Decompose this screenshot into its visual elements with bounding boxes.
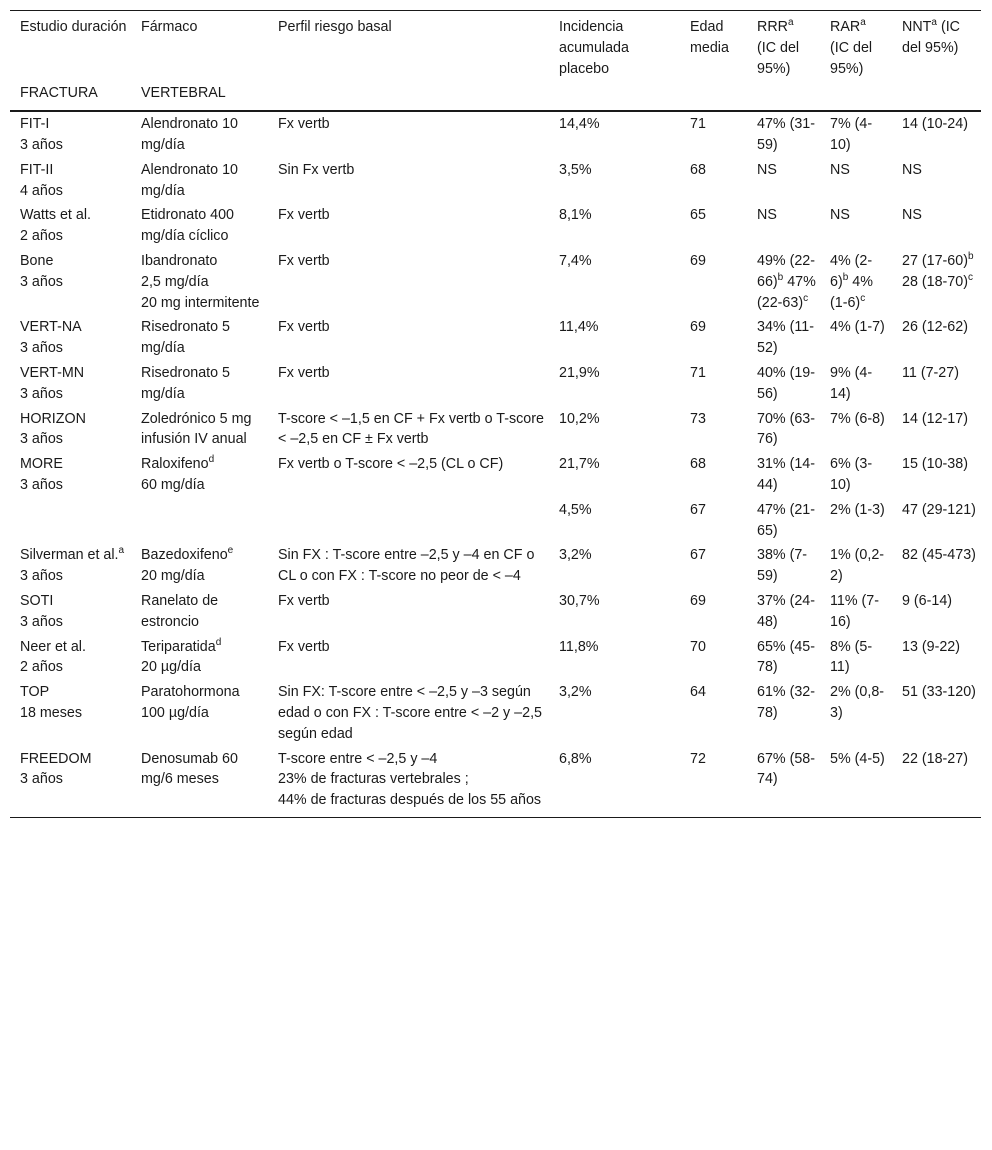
table-row: Bone 3 años Ibandronato 2,5 mg/día 20 mg intermitente Fx vertb 7,4% 69 49% $(22-66)^b$ 47% $(22-63)^c$ 4% $(2-6)^b$ 4% $(1-6)^c$ 27 $(17-60)^b$ 28 $(18-70)^c$ bbox=[20, 251, 974, 311]
table-row: 4,5% 67 47% (21-65) 2% (1-3) 47 (29-121) bbox=[559, 501, 976, 539]
header-perfil: Perfil riesgo basal bbox=[278, 19, 392, 35]
header-rrr: RRR$^a$ (IC del 95%) bbox=[757, 17, 800, 77]
header-edad: Edad media bbox=[690, 19, 729, 56]
table-row: MORE 3 años Raloxifeno$^d$ 60 mg/día Fx vertb o T-score < –2,5 (CL o CF) 21,7% 68 31% (14-44) 6% (3-10) 15 (10-38) bbox=[20, 454, 968, 493]
section-header-row bbox=[10, 79, 981, 111]
section-label-vertebral: VERTEBRAL bbox=[131, 79, 268, 111]
header-incidencia: Incidencia acumulada placebo bbox=[559, 19, 629, 77]
header-farmaco: Fármaco bbox=[141, 19, 198, 35]
header-rar: RAR$^a$ (IC del 95%) bbox=[830, 17, 873, 77]
table-row: FIT-I 3 años Alendronato 10 mg/día Fx vertb 14,4% 71 47% (31-59) 7% (4-10) 14 (10-24) bbox=[20, 116, 968, 153]
table-row: FIT-II 4 años Alendronato 10 mg/día Sin Fx vertb 3,5% 68 NS NS NS bbox=[20, 161, 922, 199]
table-row: VERT-MN 3 años Risedronato 5 mg/día Fx vertb 21,9% 71 40% (19-56) 9% (4-14) 11 (7-27) bbox=[20, 364, 959, 402]
section-label-fractura: FRACTURA bbox=[10, 79, 131, 111]
header-estudio: Estudio duración bbox=[20, 19, 127, 35]
table-row: VERT-NA 3 años Risedronato 5 mg/día Fx vertb 11,4% 69 34% (11-52) 4% (1-7) 26 (12-62) bbox=[20, 319, 968, 357]
table-row: FREEDOM 3 años Denosumab 60 mg/6 meses T-score entre < –2,5 y –4 23% de fracturas vertebrales ; 44% de fracturas después de los 55 años 6,8% 72 67% (58-74) 5% (4-5) 22 (18-27) bbox=[10, 747, 981, 818]
header-nnt: NNT$^a$ (IC del 95%) bbox=[902, 17, 960, 56]
table-row: Silverman et al.$^a$ 3 años Bazedoxifeno$^e$ 20 mg/día Sin FX : T-score entre –2,5 y –4 en CF o CL o con FX : T-score no peor de < –4 3,2% 67 38% (7-59) 1% (0,2-2) 82 (45-473) bbox=[20, 545, 976, 585]
table-row: SOTI 3 años Ranelato de estroncio Fx vertb 30,7% 69 37% (24-48) 11% (7-16) 9 (6-14) bbox=[20, 592, 953, 630]
table-row: Watts et al. 2 años Etidronato 400 mg/día cíclico Fx vertb 8,1% 65 NS NS NS bbox=[20, 207, 922, 245]
header-row bbox=[10, 11, 981, 80]
results-table bbox=[10, 10, 981, 818]
table-row: HORIZON 3 años Zoledrónico 5 mg infusión IV anual T-score < –1,5 en CF + Fx vertb o T-score < –2,5 en CF ± Fx vertb 10,2% 73 70% (63-76) 7% (6-8) 14 (12-17) bbox=[20, 410, 968, 448]
table-row: Neer et al. 2 años Teriparatida$^d$ 20 µg/día Fx vertb 11,8% 70 65% (45-78) 8% (5-11) 13 (9-22) bbox=[20, 636, 961, 676]
table-row: TOP 18 meses Paratohormona 100 µg/día Sin FX: T-score entre < –2,5 y –3 según edad o con FX : T-score entre < –2 y –2,5 según edad 3,2% 64 61% (32-78) 2% (0,8-3) 51 (33-120) bbox=[20, 684, 976, 742]
